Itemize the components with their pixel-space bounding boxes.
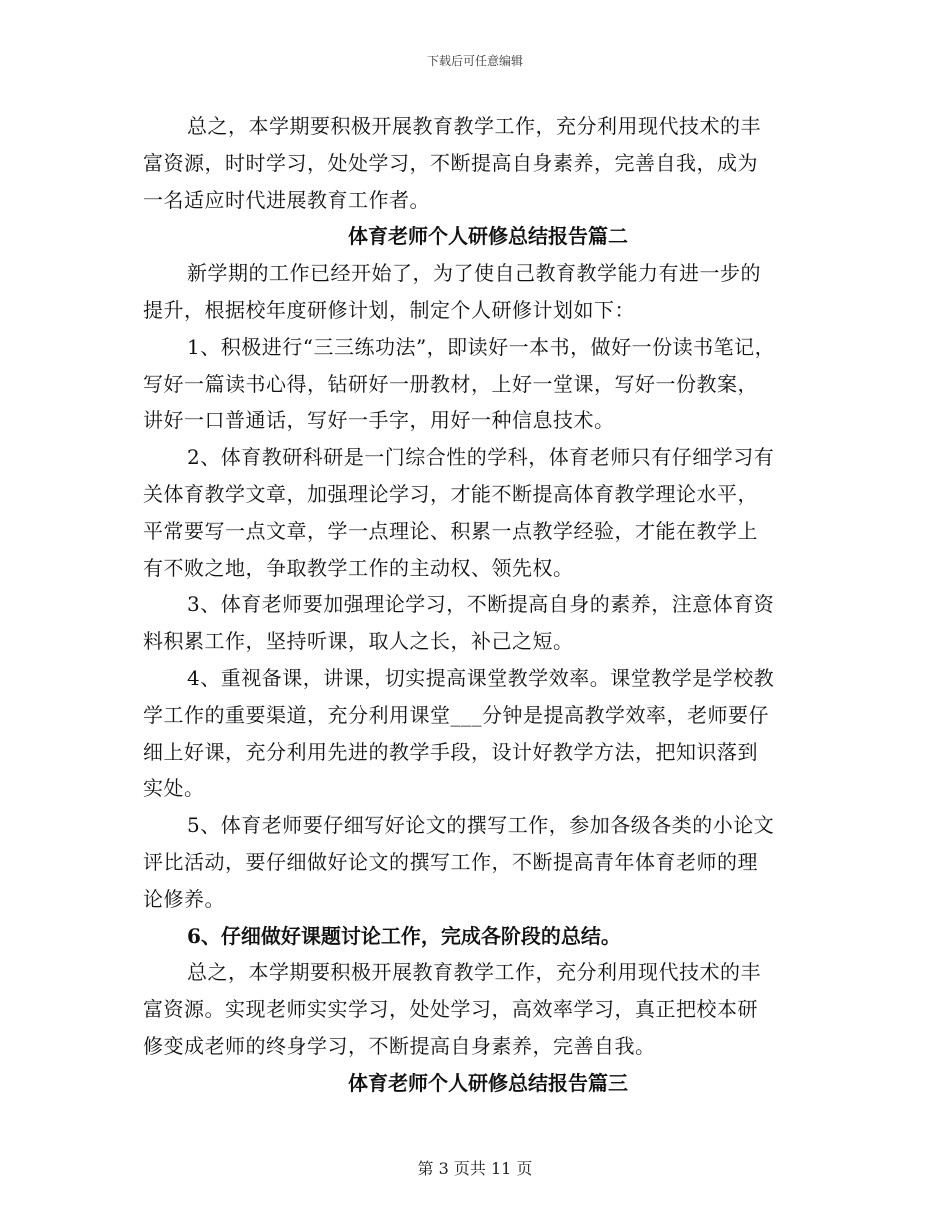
text-line: 关体育教学文章，加强理论学习，才能不断提高体育教学理论水平， xyxy=(143,481,758,506)
text-line: 有不败之地，争取教学工作的主动权、领先权。 xyxy=(143,555,574,580)
paragraph-conclusion-1 xyxy=(143,108,833,218)
text-line: 平常要写一点文章，学一点理论、积累一点教学经验，才能在教学上 xyxy=(143,518,758,543)
text-line: 学工作的重要渠道，充分利用课堂___分钟是提高教学效率，老师要仔 xyxy=(143,702,769,727)
text-line: 总之，本学期要积极开展教育教学工作，充分利用现代技术的丰 xyxy=(187,960,761,985)
text-line: 一名适应时代进展教育工作者。 xyxy=(143,187,430,212)
text-line: 4、重视备课，讲课，切实提高课堂教学效率。课堂教学是学校教 xyxy=(187,665,775,690)
text-line: 评比活动，要仔细做好论文的撰写工作，不断提高青年体育老师的理 xyxy=(143,849,758,874)
paragraph-item-2 xyxy=(143,439,833,586)
text-line: 3、体育老师要加强理论学习，不断提高自身的素养，注意体育资 xyxy=(187,592,775,617)
paragraph-item-3 xyxy=(143,586,833,660)
paragraph-item-6-bold: 6、仔细做好课题讨论工作，完成各阶段的总结。 xyxy=(187,923,621,948)
paragraph-conclusion-2 xyxy=(143,954,833,1064)
text-line: 写好一篇读书心得，钻研好一册教材，上好一堂课，写好一份教案， xyxy=(143,371,758,396)
text-line: 富资源。实现老师实实学习，处处学习，高效率学习，真正把校本研 xyxy=(143,997,758,1022)
paragraph-item-5 xyxy=(143,807,833,917)
section-heading-part-two: 体育老师个人研修总结报告篇二 xyxy=(348,224,628,249)
text-line: 论修养。 xyxy=(143,886,225,911)
text-line: 总之，本学期要积极开展教育教学工作，充分利用现代技术的丰 xyxy=(187,114,761,138)
text-line: 料积累工作，坚持听课，取人之长，补己之短。 xyxy=(143,629,574,654)
paragraph-intro xyxy=(143,255,833,329)
text-line: 提升，根据校年度研修计划，制定个人研修计划如下： xyxy=(143,297,635,322)
text-line: 实处。 xyxy=(143,776,205,801)
text-line: 1、积极进行“三三练功法”，即读好一本书，做好一份读书笔记， xyxy=(187,334,776,359)
text-line: 2、体育教研科研是一门综合性的学科，体育老师只有仔细学习有 xyxy=(187,445,775,470)
section-heading-part-three: 体育老师个人研修总结报告篇三 xyxy=(348,1070,628,1095)
text-line: 讲好一口普通话，写好一手字，用好一种信息技术。 xyxy=(143,408,615,433)
paragraph-item-1 xyxy=(143,329,833,439)
text-line: 修变成老师的终身学习，不断提高自身素养，完善自我。 xyxy=(143,1033,656,1058)
text-line: 5、体育老师要仔细写好论文的撰写工作，参加各级各类的小论文 xyxy=(187,813,775,838)
text-line: 细上好课，充分利用先进的教学手段，设计好教学方法，把知识落到 xyxy=(143,739,758,764)
text-line: 富资源，时时学习，处处学习，不断提高自身素养，完善自我，成为 xyxy=(143,150,758,175)
document-body xyxy=(143,108,833,1102)
paragraph-item-4 xyxy=(143,660,833,807)
page-number-footer: 第 3 页共 11 页 xyxy=(417,1159,533,1178)
text-line: 新学期的工作已经开始了，为了使自己教育教学能力有进一步的 xyxy=(187,261,761,286)
page-header-note: 下载后可任意编辑 xyxy=(426,54,523,68)
